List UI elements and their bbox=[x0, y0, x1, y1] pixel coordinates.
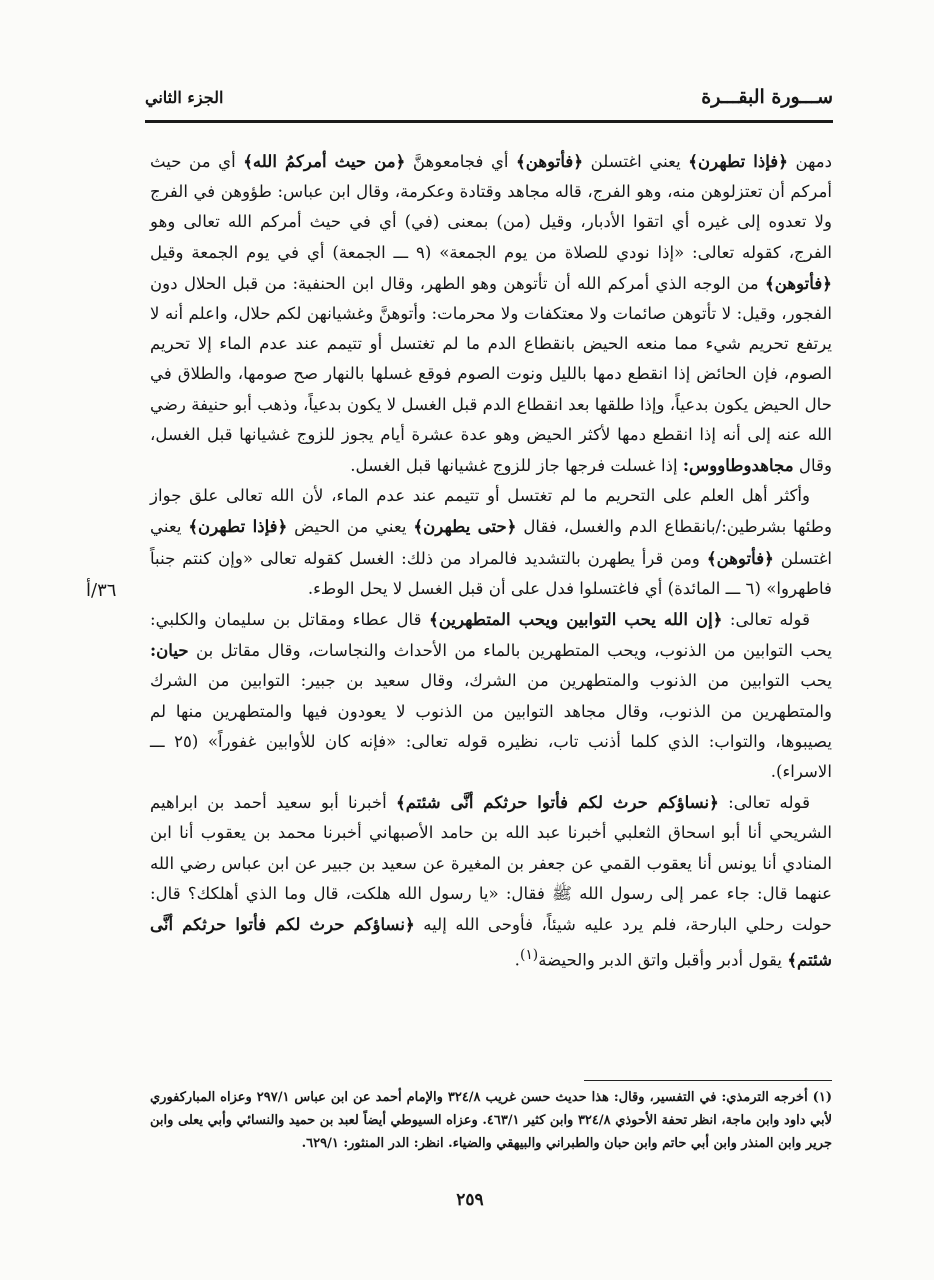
text-run: يحب التوابين من الذنوب والمتطهرين من الشرك، وقال سعيد بن جبير: التوابين من الشرك والمتطهرين من الذنوب، وقال مجاهد التوابين من الذنوب لا يعودون فيها والمتطهرين منها لم يصيبوها، والتواب: الذي كلما أذنب تاب، نظيره قوله تعالى: «فإنه كان للأوابين غفوراً» (٢٥ ـــ الاسراء). bbox=[150, 671, 832, 782]
text-run: إذا غسلت فرجها جاز للزوج غشيانها قبل الغسل. bbox=[350, 456, 683, 476]
quran-quote: ﴿حتى يطهرن﴾ bbox=[413, 516, 517, 537]
quran-quote: ﴿إن الله يحب التوابين ويحب المتطهرين﴾ bbox=[429, 609, 723, 630]
quran-quote: ﴿فأتوهن﴾ bbox=[764, 272, 832, 293]
text-run: أخبرنا أبو سعيد أحمد بن ابراهيم الشريحي أنا أبو اسحاق الثعلبي أخبرنا عبد الله بن حامد الأصبهاني أخبرنا محمد بن يعقوب أنا ابن المنادي أنا يونس أنا يعقوب القمي عن جعفر بن المغيرة عن سعيد بن جبير عن ابن عباس رضي الله عنهما قال: جاء عمر إلى رسول الله ﷺ فقال: «يا رسول الله هلكت، قال وما الذي أهلكك؟ قال: حولت رحلي البارحة، فلم يرد عليه شيئاً، فأوحى الله إليه bbox=[150, 793, 832, 935]
quran-quote: ﴿نساؤكم حرث لكم فأتوا حرثكم أنَّى شئتم﴾ bbox=[395, 792, 719, 813]
quran-quote: ﴿فإذا تطهرن﴾ bbox=[188, 516, 288, 537]
text-run: وأكثر أهل العلم على التحريم ما لم تغتسل أو تتيمم عند عدم الماء، لأن الله تعالى علق جواز وطئها بشرطين:/بانقطاع الدم والغسل، فقال bbox=[150, 486, 832, 537]
text-run: قوله تعالى: bbox=[722, 610, 810, 630]
text-run: قال عطاء ومقاتل بن سليمان والكلبي: يحب التوابين من الذنوب، ويحب المتطهرين بالماء من الأحداث والنجاسات، وقال مقاتل بن bbox=[150, 610, 832, 661]
paragraph-1 bbox=[150, 146, 832, 481]
page-number: ٢٥٩ bbox=[456, 1190, 484, 1210]
text-run: يقول أدبر وأقبل واتق الدبر والحيضة bbox=[538, 950, 788, 970]
quran-quote: حيان: bbox=[150, 640, 189, 661]
text-run: . bbox=[514, 950, 520, 970]
surah-title: ســـورة البقـــرة bbox=[701, 86, 833, 108]
footnote-rule bbox=[584, 1080, 832, 1081]
text-run: من الوجه الذي أمركم الله أن تأتوهن وهو الطهر، وقال ابن الحنفية: من قبل الحلال دون الفجور، وقيل: لا تأتوهن صائمات ولا معتكفات ولا محرمات: وأتوهنَّ وغشيانهن لكم حلال، واعلم أنه لا يرتفع تحريم شيء مما منعه الحيض بانقطاع الدم ما لم تغتسل أو تتيمم عند عدم الماء إلا تحريم الصوم، فإن الحائض إذا انقطع دمها بالليل ونوت الصوم فوقع غسلها بالنهار صح صومها، والطلاق في حال الحيض يكون بدعياً، وإذا طلقها بعد انقطاع الدم قبل الغسل لا يكون بدعياً، وذهب أبو حنيفة رضي الله عنه إلى أنه إذا انقطع دمها لأكثر الحيض وهو عدة عشرة أيام يجوز للزوج غشيانها قبل الغسل، وقال bbox=[150, 273, 832, 476]
main-text bbox=[150, 146, 832, 976]
text-run: أي فجامعوهنَّ bbox=[405, 152, 517, 171]
text-run: يعني اغتسلن bbox=[583, 152, 689, 171]
quran-quote: ﴿نساؤكم حرث لكم فأتوا حرثكم أنَّى شئتم﴾ bbox=[150, 914, 832, 970]
margin-reference: ٣٦/أ bbox=[86, 580, 117, 601]
quran-quote: مجاهدوطاووس: bbox=[682, 455, 794, 476]
text-run: أي من حيث أمركم أن تعتزلوهن منه، وهو الفرج، قاله مجاهد وقتادة وعكرمة، وقال ابن عباس: طؤوهن في الفرج ولا تعدوه إلى غيره أي اتقوا الأدبار، وقيل (من) بمعنى (في) أي في حيث أمركم الله تعالى وهو الفرج، كقوله تعالى: «إذا نودي للصلاة من يوم الجمعة» (٩ ـــ الجمعة) أي في يوم الجمعة وقيل bbox=[150, 152, 832, 262]
quran-quote: ﴿فأتوهن﴾ bbox=[516, 151, 584, 171]
footnote: (١) أخرجه الترمذي: في التفسير، وقال: هذا حديث حسن غريب ٣٢٤/٨ والإمام أحمد عن ابن عباس ٢٩٧/١ وعزاه المباركفوري لأبي داود وابن ماجة، انظر تحفة الأحوذي ٣٢٤/٨ وابن كثير ٤٦٣/١. وعزاه السيوطي أيضاً لعبد بن حميد والنسائي وأبي يعلى وابن جرير وابن المنذر وابن أبي حاتم وابن حبان والطبراني والبيهقي والضياء. انظر: الدر المنثور: ٦٢٩/١. bbox=[150, 1090, 832, 1151]
running-header bbox=[145, 82, 833, 120]
quran-quote: ﴿فإذا تطهرن﴾ bbox=[688, 151, 788, 171]
text-run: يعني اغتسلن bbox=[150, 517, 832, 568]
quran-quote: ﴿من حيث أمركمُ الله﴾ bbox=[243, 151, 406, 171]
quran-quote: ﴿فأتوهن﴾ bbox=[706, 547, 774, 568]
header-rule bbox=[145, 120, 833, 123]
text-run: ومن قرأ يطهرن بالتشديد فالمراد من ذلك: الغسل كقوله تعالى «وإن كنتم جنباً فاطهروا» (٦ ـــ المائدة) أي فاغتسلوا فدل على أن قبل الغسل لا يحل الوطء. bbox=[150, 548, 832, 598]
footnote-marker: (١) bbox=[519, 947, 539, 964]
juz-title: الجزء الثاني bbox=[145, 88, 224, 107]
paragraph-3 bbox=[150, 604, 832, 787]
text-run: قوله تعالى: bbox=[718, 793, 811, 813]
paragraph-4 bbox=[150, 787, 832, 976]
text-run: يعني من الحيض bbox=[287, 517, 414, 537]
text-run: دمهن bbox=[787, 152, 832, 171]
paragraph-2 bbox=[150, 481, 832, 604]
